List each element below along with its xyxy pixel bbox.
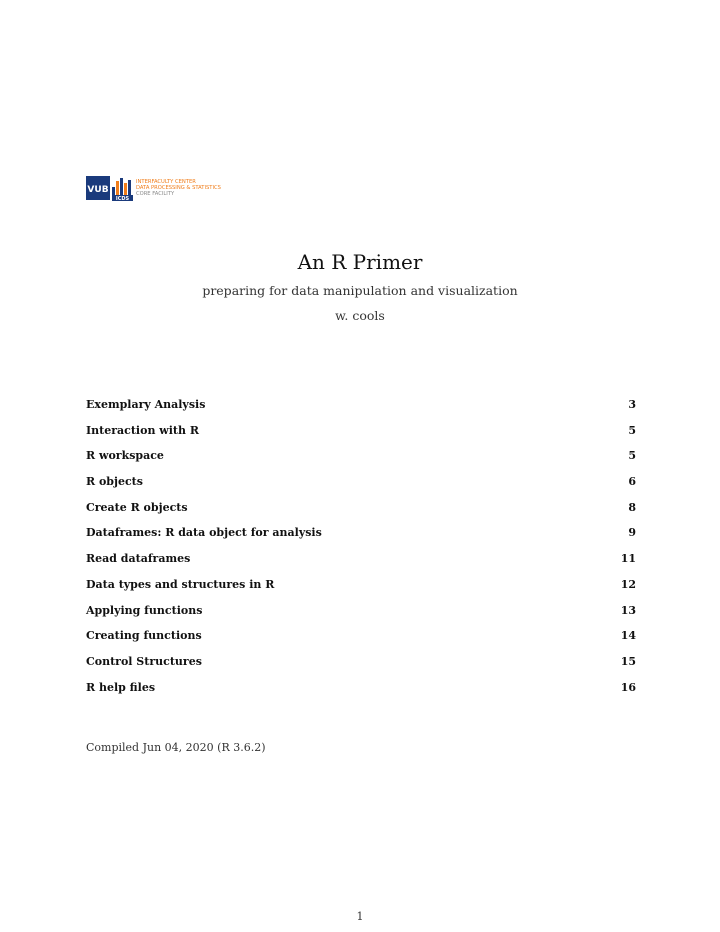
toc-entry[interactable] — [86, 449, 636, 475]
toc-entry[interactable] — [86, 424, 636, 450]
compiled-date: Compiled Jun 04, 2020 (R 3.6.2) — [86, 741, 266, 754]
logo-bar — [112, 187, 115, 195]
toc-entry-page[interactable]: 9 — [628, 526, 636, 540]
toc-entry-title[interactable]: Interaction with R — [86, 423, 199, 437]
logo-bar — [128, 180, 131, 195]
toc-entry[interactable] — [86, 501, 636, 527]
toc-entry-page[interactable]: 12 — [620, 577, 636, 591]
toc-entry-title[interactable]: Exemplary Analysis — [86, 398, 206, 411]
toc-entry-title[interactable]: Read dataframes — [86, 552, 191, 566]
logo-bar — [116, 181, 119, 195]
toc-entry-page[interactable]: 14 — [620, 629, 636, 643]
toc-entry-title[interactable]: Create R objects — [86, 500, 188, 514]
toc-entry-page[interactable]: 3 — [628, 398, 636, 411]
toc-entry[interactable] — [86, 604, 636, 630]
document-subtitle: preparing for data manipulation and visualization — [202, 283, 518, 298]
toc-entry-title[interactable]: Dataframes: R data object for analysis — [86, 526, 322, 540]
toc-entry-page[interactable]: 13 — [620, 603, 636, 617]
document-title: An R Primer — [297, 250, 423, 274]
vub-logo-text: VUB — [87, 185, 109, 195]
toc-entry-page[interactable]: 5 — [628, 449, 636, 463]
toc-entry-title[interactable]: R help files — [86, 680, 156, 694]
toc-entry-page[interactable]: 16 — [620, 680, 636, 694]
vub-icds-logo — [86, 175, 222, 201]
logo-line-3: CORE FACILITY — [136, 191, 175, 197]
toc-entry-page[interactable]: 5 — [628, 423, 636, 437]
toc-entry-page[interactable]: 6 — [628, 475, 636, 489]
toc-entry-title[interactable]: R objects — [86, 475, 143, 489]
toc-entry-title[interactable]: Control Structures — [86, 654, 202, 668]
toc-entry[interactable] — [86, 629, 636, 655]
table-of-contents — [86, 398, 636, 706]
toc-entry-title[interactable]: R workspace — [86, 449, 164, 463]
toc-entry-page[interactable]: 11 — [620, 552, 636, 566]
logo-bar — [124, 183, 127, 195]
toc-entry[interactable] — [86, 475, 636, 501]
toc-entry[interactable] — [86, 526, 636, 552]
toc-entry[interactable] — [86, 655, 636, 681]
logo-bar — [120, 178, 123, 195]
icds-label-text: ICDS — [115, 196, 130, 201]
toc-entry[interactable] — [86, 398, 636, 424]
toc-entry-title[interactable]: Creating functions — [86, 629, 202, 643]
toc-entry[interactable] — [86, 578, 636, 604]
logo-line-2: DATA PROCESSING & STATISTICS — [136, 185, 221, 191]
logo-line-1: INTERFACULTY CENTER — [136, 179, 196, 185]
toc-entry-title[interactable]: Applying functions — [86, 603, 203, 617]
toc-entry-page[interactable]: 8 — [628, 500, 636, 514]
toc-entry[interactable] — [86, 681, 636, 707]
toc-entry-page[interactable]: 15 — [620, 654, 636, 668]
page-number: 1 — [356, 910, 364, 923]
toc-entry-title[interactable]: Data types and structures in R — [86, 577, 275, 591]
toc-entry[interactable] — [86, 552, 636, 578]
document-author: w. cools — [335, 308, 385, 323]
